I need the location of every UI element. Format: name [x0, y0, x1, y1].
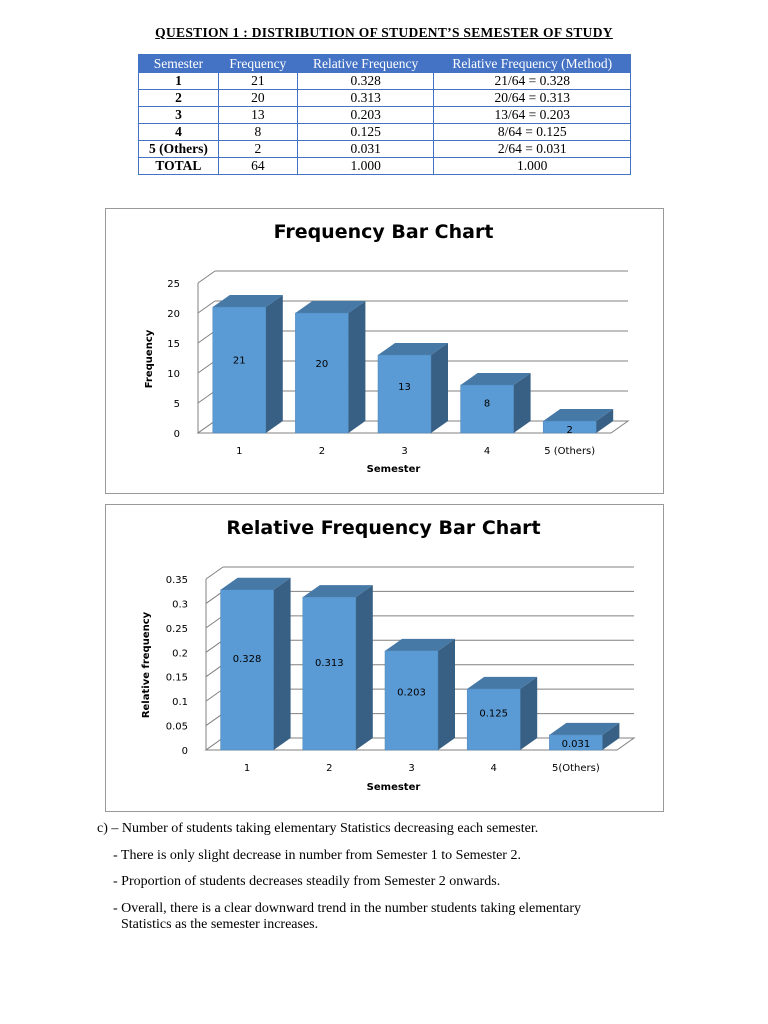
- notes-intro: c) – Number of students taking elementary Statistics decreasing each semester.: [97, 821, 539, 836]
- bar-side: [274, 578, 291, 750]
- side-gridline: [198, 301, 215, 313]
- table-row: [139, 141, 631, 158]
- header-frequency: Frequency: [218, 55, 297, 73]
- data-label: 0.125: [479, 708, 509, 720]
- cell-frequency: 2: [218, 141, 297, 158]
- y-tick-label: 0.15: [165, 672, 188, 684]
- cell-relative-frequency: 0.328: [297, 73, 434, 90]
- y-tick-label: 15: [167, 339, 180, 350]
- y-axis-title: Relative frequency: [141, 611, 152, 719]
- data-label: 2: [566, 425, 573, 436]
- side-gridline: [198, 391, 215, 403]
- y-tick-label: 5: [173, 399, 180, 410]
- cell-relative-frequency: 1.000: [297, 158, 434, 175]
- data-label: 20: [315, 359, 329, 370]
- chart-svg: [106, 505, 661, 809]
- chart-title: Relative Frequency Bar Chart: [226, 517, 541, 539]
- header-relative-frequency: Relative Frequency: [297, 55, 434, 73]
- cell-frequency: 20: [218, 90, 297, 107]
- y-tick-label: 0: [173, 429, 180, 440]
- cell-method: 1.000: [434, 158, 631, 175]
- notes-bullet-continuation: Statistics as the semester increases.: [121, 916, 319, 932]
- side-gridline: [198, 331, 215, 343]
- cell-semester: 4: [139, 124, 219, 141]
- bar: [221, 590, 274, 750]
- y-tick-label: 10: [167, 369, 180, 380]
- x-axis-title: Semester: [366, 782, 421, 793]
- data-label: 13: [398, 382, 411, 394]
- y-tick-label: 0.3: [172, 599, 188, 611]
- data-label: 0.203: [397, 687, 426, 699]
- header-relative-frequency-method: Relative Frequency (Method): [434, 55, 631, 73]
- bar-side: [520, 677, 537, 750]
- bar: [385, 651, 438, 750]
- data-label: 21: [232, 355, 246, 367]
- y-axis-title: Frequency: [144, 329, 155, 389]
- cell-relative-frequency: 0.031: [297, 141, 434, 158]
- page-heading: QUESTION 1 : DISTRIBUTION OF STUDENT’S SEMESTER OF STUDY: [155, 25, 613, 40]
- side-gridline: [198, 361, 215, 373]
- bar: [213, 307, 266, 433]
- x-tick-label: 2: [318, 446, 326, 457]
- bar: [295, 313, 348, 433]
- bar-side: [356, 585, 373, 750]
- side-gridline: [198, 271, 215, 283]
- notes-bullet-text: - Overall, there is a clear downward trend in the number students taking elementary: [113, 900, 582, 916]
- cell-method: 21/64 = 0.328: [434, 73, 631, 90]
- cell-semester: 3: [139, 107, 219, 124]
- x-tick-label: 5(Others): [552, 763, 600, 774]
- x-tick-label: 4: [490, 763, 497, 774]
- x-axis-title: Semester: [366, 464, 421, 475]
- table-row: [139, 73, 631, 90]
- notes-bullet: - Proportion of students decreases steadily from Semester 2 onwards.: [113, 874, 501, 889]
- frequency-table: [138, 54, 631, 175]
- cell-method: 13/64 = 0.203: [434, 107, 631, 124]
- table-header-row: [139, 55, 631, 73]
- cell-method: 20/64 = 0.313: [434, 90, 631, 107]
- chart-title: Frequency Bar Chart: [273, 221, 494, 243]
- cell-method: 8/64 = 0.125: [434, 124, 631, 141]
- x-tick-label: 4: [483, 446, 491, 457]
- cell-relative-frequency: 0.203: [297, 107, 434, 124]
- bar: [303, 597, 356, 750]
- x-tick-label: 5 (Others): [544, 446, 596, 457]
- data-label: 0.328: [232, 653, 262, 665]
- cell-relative-frequency: 0.125: [297, 124, 434, 141]
- y-tick-label: 0.1: [172, 697, 188, 709]
- data-label: 8: [483, 398, 491, 410]
- y-tick-label: 0: [181, 746, 188, 757]
- cell-semester: 2: [139, 90, 219, 107]
- y-tick-label: 25: [167, 279, 180, 290]
- notes-bullet: - There is only slight decrease in number from Semester 1 to Semester 2.: [113, 847, 521, 863]
- bar-side: [348, 301, 365, 433]
- x-tick-label: 1: [243, 763, 251, 774]
- side-gridline: [206, 567, 223, 579]
- bar-side: [266, 295, 283, 433]
- y-tick-label: 0.35: [165, 575, 188, 586]
- data-label: 0.313: [314, 657, 344, 669]
- cell-frequency: 64: [218, 158, 297, 175]
- relative-frequency-bar-chart: [105, 504, 664, 812]
- x-tick-label: 3: [401, 446, 408, 457]
- cell-frequency: 21: [218, 73, 297, 90]
- bar-side: [438, 639, 455, 750]
- y-tick-label: 20: [167, 309, 180, 320]
- table-row: [139, 90, 631, 107]
- x-tick-label: 1: [236, 446, 243, 457]
- x-tick-label: 3: [408, 763, 415, 774]
- table-row: [139, 107, 631, 124]
- cell-relative-frequency: 0.313: [297, 90, 434, 107]
- y-tick-label: 0.2: [172, 648, 188, 660]
- table-row: [139, 124, 631, 141]
- y-tick-label: 0.25: [165, 623, 188, 635]
- x-tick-label: 2: [326, 763, 333, 774]
- cell-frequency: 8: [218, 124, 297, 141]
- chart-svg: [106, 209, 661, 491]
- frequency-bar-chart: [105, 208, 664, 494]
- bar: [378, 355, 431, 433]
- table-total-row: [139, 158, 631, 175]
- bar-side: [431, 343, 448, 433]
- cell-method: 2/64 = 0.031: [434, 141, 631, 158]
- cell-frequency: 13: [218, 107, 297, 124]
- header-semester: Semester: [139, 55, 219, 73]
- notes-bullet: [97, 901, 657, 933]
- cell-semester: 1: [139, 73, 219, 90]
- conclusion-notes: [97, 821, 657, 933]
- y-tick-label: 0.05: [165, 721, 188, 733]
- cell-semester: TOTAL: [139, 158, 219, 175]
- data-label: 0.031: [561, 738, 591, 750]
- bar: [467, 689, 520, 750]
- cell-semester: 5 (Others): [139, 141, 219, 158]
